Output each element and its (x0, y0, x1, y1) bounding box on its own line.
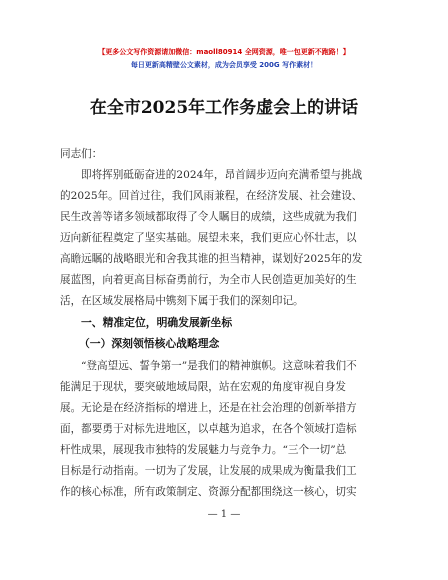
page-number: — 1 — (207, 509, 241, 520)
paragraph-line: 展蓝图，向着更高目标奋勇前行，为全市人民创造更加美好的生 (60, 274, 357, 286)
section-heading-1: 一、精准定位，明确发展新坐标 (81, 316, 233, 329)
promo-banner-line-2: 每日更新高精壁公文素材，成为会员享受 200G 写作素材！ (130, 61, 318, 69)
paragraph-line: 民生改善等诸多领域都取得了令人瞩目的成绩，这些成就为我们 (60, 211, 357, 223)
paragraph-line: “登高望远、誓争第一”是我们的精神旗帜。这意味着我们不 (81, 360, 357, 372)
paragraph-line: 能满足于现状，要突破地域局限，站在宏观的角度审视自身发 (60, 381, 347, 393)
paragraph-line: 面，都要勇于对标先进地区，以卓越为追求，在各个领域打造标 (60, 423, 357, 435)
subsection-heading-1: （一）深刻领悟核心战略理念 (79, 337, 220, 350)
paragraph-line: 作的核心标准，所有政策制定、资源分配都围绕这一核心，切实 (60, 486, 357, 498)
paragraph-line: 迈向新征程奠定了坚实基础。展望未来，我们更应心怀壮志，以 (60, 232, 357, 244)
paragraph-line: 即将挥别砥砺奋进的2024年，昂首阔步迈向充满希望与挑战 (81, 169, 363, 181)
paragraph-line: 高瞻远瞩的战略眼光和舍我其谁的担当精神，谋划好2025年的发 (60, 253, 363, 265)
document-title: 在全市2025年工作务虚会上的讲话 (89, 98, 359, 118)
paragraph-line: 活，在区域发展格局中镌刻下属于我们的深刻印记。 (60, 295, 304, 307)
paragraph-line: 目标是行动指南。一切为了发展，让发展的成果成为衡量我们工 (60, 465, 357, 477)
promo-banner-line-1: 【更多公文写作资源请加微信：maoll80914 全网资源，唯一包更新不跑路！】 (98, 48, 350, 56)
paragraph-line: 的2025年。回首过往，我们风雨兼程，在经济发展、社会建设、 (60, 190, 363, 202)
paragraph-line: 杆性成果，展现我市独特的发展魅力与竞争力。“三个一切”总 (60, 444, 347, 456)
paragraph-line: 展。无论是在经济指标的增进上，还是在社会治理的创新举措方 (60, 402, 357, 414)
salutation: 同志们： (60, 148, 103, 160)
